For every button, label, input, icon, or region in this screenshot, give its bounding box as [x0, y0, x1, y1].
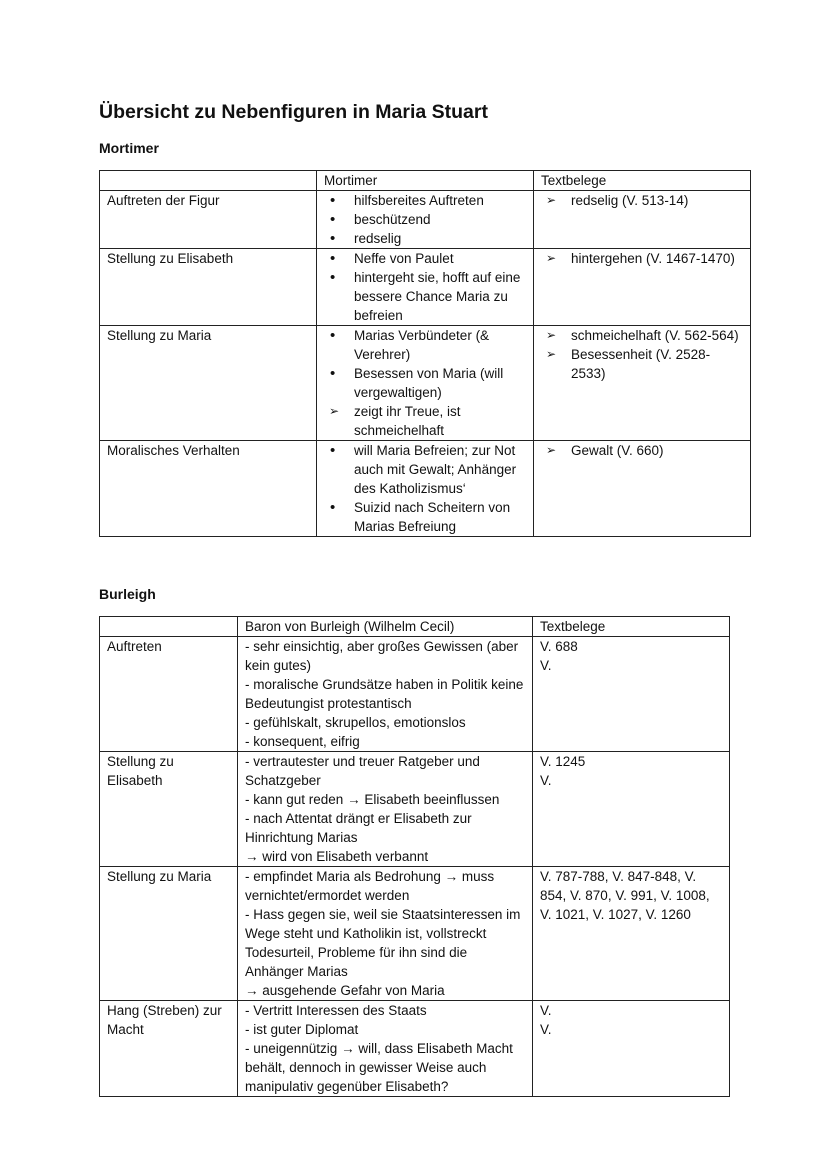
text-line: - moralische Grundsätze haben in Politik keine Bedeutungist protestantisch [245, 677, 524, 711]
table-header-row [100, 171, 751, 191]
text-line: - Hass gegen sie, weil sie Staatsinteressen im Wege steht und Katholikin ist, vollstreckt Todesurteil, Probleme für ihn sind die Anhänger Marias [245, 907, 521, 979]
table-row [100, 752, 730, 867]
text-line: - Vertritt Interessen des Staats [245, 1003, 427, 1018]
row-label: Stellung zu Maria [100, 326, 317, 441]
list-item: • Marias Verbündeter (& Verehrer) [324, 326, 527, 364]
beleg-item: V. [540, 1022, 552, 1037]
table-row [100, 637, 730, 752]
row-label: Stellung zu Elisabeth [100, 752, 238, 867]
list-item: ➢ zeigt ihr Treue, ist schmeichelhaft [324, 402, 527, 440]
header-cell-figure: Mortimer [317, 171, 534, 191]
list-item: • Besessen von Maria (will vergewaltigen) [324, 364, 527, 402]
row-label: Stellung zu Maria [100, 867, 238, 1001]
header-cell-empty [100, 617, 238, 637]
list-item: • hilfsbereites Auftreten [324, 191, 527, 210]
burleigh-table [99, 616, 730, 1097]
mortimer-table [99, 170, 751, 537]
text-line: - gefühlskalt, skrupellos, emotionslos [245, 715, 466, 730]
text-line: - vertrautester und treuer Ratgeber und Schatzgeber [245, 754, 480, 788]
table-row [100, 1001, 730, 1097]
text-line: - sehr einsichtig, aber großes Gewissen (aber kein gutes) [245, 639, 519, 673]
list-item: • Neffe von Paulet [324, 249, 527, 268]
table-row [100, 326, 751, 441]
table-row [100, 867, 730, 1001]
row-label: Auftreten [100, 637, 238, 752]
page-title: Übersicht zu Nebenfiguren in Maria Stuart [99, 101, 488, 123]
section-heading-mortimer: Mortimer [99, 140, 159, 156]
beleg-item: V. 787-788, V. 847-848, V. 854, V. 870, V. 991, V. 1008, V. 1021, V. 1027, V. 1260 [540, 869, 710, 922]
row-label: Moralisches Verhalten [100, 441, 317, 537]
text-line: - empfindet Maria als Bedrohung → muss vernichtet/ermordet werden [245, 869, 495, 903]
beleg-item: ➢ redselig (V. 513-14) [541, 191, 744, 210]
beleg-item: V. 688 [540, 639, 578, 654]
table-row [100, 191, 751, 249]
text-line: - konsequent, eifrig [245, 734, 360, 749]
row-label: Auftreten der Figur [100, 191, 317, 249]
header-cell-empty [100, 171, 317, 191]
beleg-item: ➢ Gewalt (V. 660) [541, 441, 744, 460]
text-line: - uneigennützig → will, dass Elisabeth Macht behält, dennoch in gewisser Weise auch manipulativ gegenüber Elisabeth? [245, 1041, 513, 1094]
text-line: - kann gut reden → Elisabeth beeinflussen [245, 792, 500, 807]
text-line: → wird von Elisabeth verbannt [245, 849, 429, 864]
header-cell-textbelege: Textbelege [534, 171, 751, 191]
beleg-item: V. [540, 658, 552, 673]
beleg-item: V. [540, 773, 552, 788]
beleg-item: V. 1245 [540, 754, 586, 769]
text-line: - nach Attentat drängt er Elisabeth zur Hinrichtung Marias [245, 811, 472, 845]
beleg-item: ➢ schmeichelhaft (V. 562-564) [541, 326, 744, 345]
text-line: → ausgehende Gefahr von Maria [245, 983, 445, 998]
beleg-item: ➢ hintergehen (V. 1467-1470) [541, 249, 744, 268]
list-item: • hintergeht sie, hofft auf eine bessere Chance Maria zu befreien [324, 268, 527, 325]
list-item: • redselig [324, 229, 527, 248]
row-label: Hang (Streben) zur Macht [100, 1001, 238, 1097]
table-header-row [100, 617, 730, 637]
beleg-item: V. [540, 1003, 552, 1018]
header-cell-textbelege: Textbelege [533, 617, 730, 637]
list-item: • Suizid nach Scheitern von Marias Befreiung [324, 498, 527, 536]
list-item: • will Maria Befreien; zur Not auch mit Gewalt; Anhänger des Katholizismus‘ [324, 441, 527, 498]
table-row [100, 441, 751, 537]
table-row [100, 249, 751, 326]
row-label: Stellung zu Elisabeth [100, 249, 317, 326]
list-item: • beschützend [324, 210, 527, 229]
beleg-item: ➢ Besessenheit (V. 2528-2533) [541, 345, 744, 383]
section-heading-burleigh: Burleigh [99, 586, 156, 602]
text-line: - ist guter Diplomat [245, 1022, 359, 1037]
header-cell-figure: Baron von Burleigh (Wilhelm Cecil) [238, 617, 533, 637]
